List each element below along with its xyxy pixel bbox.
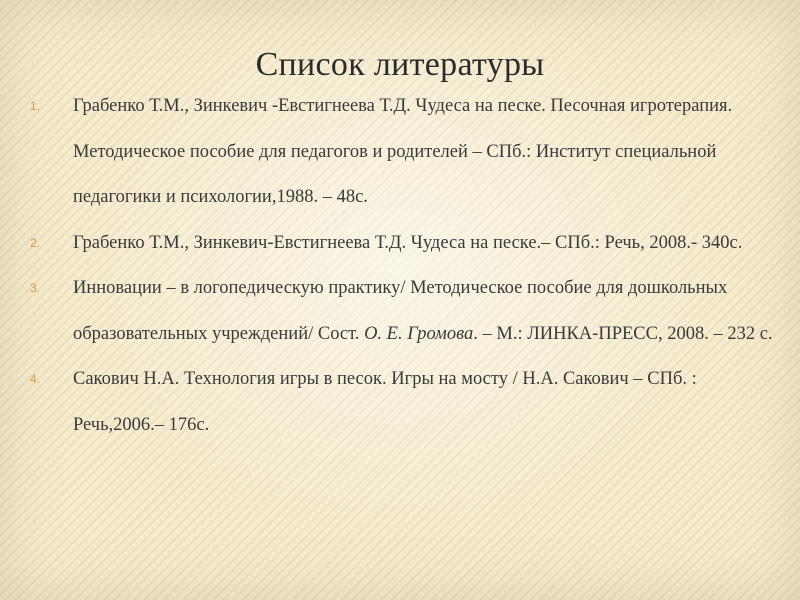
reference-text: Сакович Н.А. Технология игры в песок. Игры на мосту / Н.А. Сакович – СПб. : Речь,2006.– 176с. — [73, 369, 697, 435]
reference-item-4 — [30, 357, 780, 448]
slide-title: Список литературы — [255, 46, 545, 83]
reference-text: Грабенко Т.М., Зинкевич -Евстигнеева Т.Д. Чудеса на песке. Песочная игротерапия. Методическое пособие для педагогов и родителей – СПб.: Институт специальной педагогики и психологии,1988. – 48с. — [73, 96, 733, 207]
compiler-name: О. Е. Громова — [364, 323, 474, 344]
reference-item-1 — [30, 84, 780, 221]
reference-item-2 — [30, 221, 780, 267]
reference-list — [30, 84, 780, 448]
reference-number: 1. — [30, 99, 41, 113]
reference-number: 2. — [30, 235, 41, 250]
reference-number: 4. — [30, 372, 41, 386]
reference-item-3 — [30, 266, 780, 357]
reference-text: Грабенко Т.М., Зинкевич-Евстигнеева Т.Д. Чудеса на песке.– СПб.: Речь, 2008.- 340с. — [73, 232, 743, 253]
reference-number: 3. — [30, 281, 41, 295]
reference-text: Инновации – в логопедическую практику/ Методическое пособие для дошкольных образовательных учреждений/ Сост. О. Е. Громова. – М.: ЛИНКА-ПРЕСС, 2008. – 232 с. — [73, 278, 773, 344]
